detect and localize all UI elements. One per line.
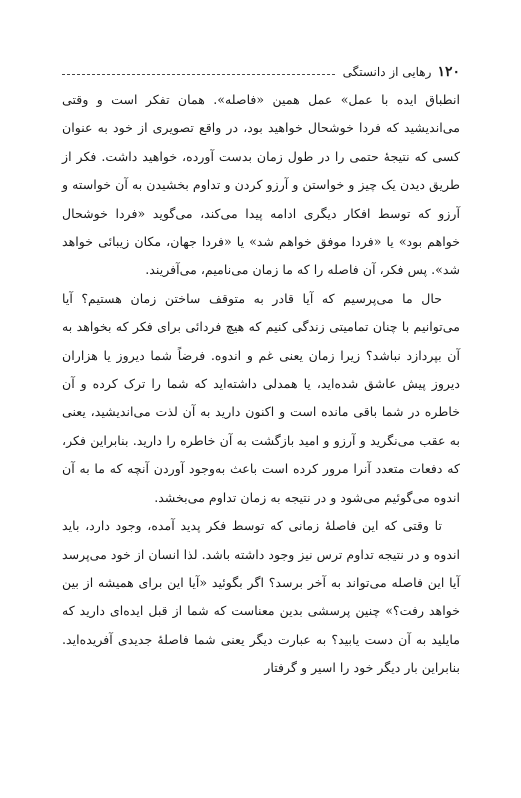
- running-title: رهایی از دانستگی: [342, 65, 432, 79]
- paragraph-time-gap: تا وقتی که این فاصلهٔ زمانی که توسط فکر پدید آمده، وجود دارد، باید اندوه و در نتیجه تداوم ترس نیز وجود داشته باشد. لذا انسان از خود می‌پرسد آیا این فاصله می‌تواند به آخر برسد؟ اگر بگوئید «آیا این برای همیشه از بین خواهد رفت؟» چنین پرسشی بدین معناست که شما از قبل ایده‌ای دارید که مایلید به آن دست یابید؟ به عبارت دیگر یعنی شما فاصلهٔ جدیدی آفریده‌اید. بنابراین بار دیگر خود را اسیر و گرفتار: [62, 518, 460, 676]
- body-text: [62, 86, 460, 683]
- header-rule: [62, 74, 335, 75]
- paragraph-stopping-time: حال ما می‌پرسیم که آیا قادر به متوقف ساختن زمان هستیم؟ آیا می‌توانیم با چنان تمامیتی زندگی کنیم که هیچ فردائی برای فکر که بخواهد به آن بپردازد نباشد؟ زیرا زمان یعنی غم و اندوه. فرضاً شما دیروز یا هزاران دیروز پیش عاشق شده‌اید، یا همدلی داشته‌اید که شما را ترک کرده و آن خاطره در شما باقی مانده است و اکنون دارید به آن لذت می‌اندیشید، یعنی به عقب می‌نگرید و آرزو و امید بازگشت به آن خاطره را دارید. بنابراین فکر، که دفعات متعدد آنرا مرور کرده است باعث به‌وجود آوردن آنچه که ما به آن اندوه می‌گوئیم می‌شود و در نتیجه به زمان تداوم می‌بخشد.: [62, 290, 460, 505]
- page-header: [62, 60, 460, 84]
- paragraph-continuation: انطباق ایده با عمل» عمل همین «فاصله». همان تفکر است و وقتی می‌اندیشید که فردا خوشحال خواهید بود، در واقع تصویری از خود به عنوان کسی که نتیجهٔ حتمی را در طول زمان بدست آورده، خواهید داشت. فکر از طریق دیدن یک چیز و خواستن و آرزو کردن و تداوم بخشیدن به آن خواسته و آرزو که توسط افکار دیگری ادامه پیدا می‌کند، می‌گوید «فردا خوشحال خواهم بود» یا «فردا موفق خواهم شد» یا «فردا جهان، مکان زیبائی خواهد شد». پس فکر، آن فاصله را که ما زمان می‌نامیم، می‌آفریند.: [62, 92, 460, 278]
- page-number: ۱۲۰: [437, 64, 460, 80]
